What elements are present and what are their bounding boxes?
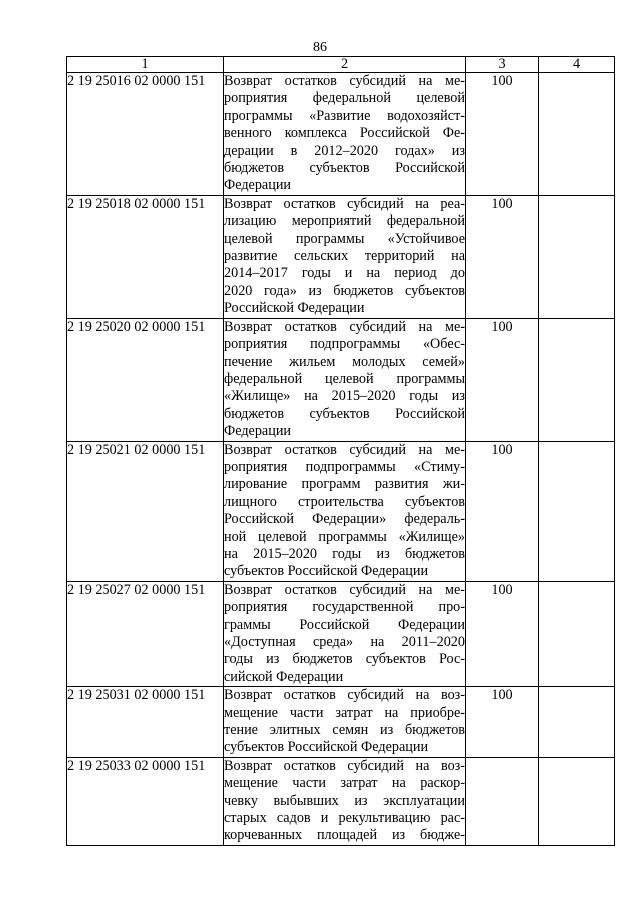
description-line: лирование программ развития жи-: [224, 476, 465, 493]
description-line: роприятия подпрограммы «Обес-: [224, 336, 465, 353]
norm-value: 100: [466, 318, 539, 441]
description-line: сийской Федерации: [224, 668, 344, 685]
description-line: граммы Российской Федерации: [224, 616, 465, 633]
budget-code: 2 19 25018 02 0000 151: [67, 195, 224, 318]
column-4-cell: [539, 73, 615, 196]
description-line: 2014–2017 годы и на период до: [224, 265, 465, 282]
income-description: [224, 581, 466, 686]
description-line: роприятия федеральной целевой: [224, 90, 465, 107]
page-number: 86: [313, 40, 327, 55]
norm-value: 100: [466, 441, 539, 581]
description-line: чевку выбывших из эксплуатации: [224, 792, 465, 809]
description-line: Федерации: [224, 423, 292, 440]
budget-classification-table: [66, 56, 615, 846]
description-line: лищного строительства субъектов: [224, 493, 465, 510]
description-line: Возврат остатков субсидий на воз-: [224, 757, 465, 774]
column-4-cell: [539, 687, 615, 758]
description-line: печение жильем молодых семей»: [224, 353, 465, 370]
description-line: на 2015–2020 годы из бюджетов: [224, 545, 465, 562]
description-line: Возврат остатков субсидий на реа-: [224, 195, 465, 212]
description-line: мещение части затрат на раскор-: [224, 775, 465, 792]
description-line: дерации в 2012–2020 годах» из: [224, 142, 465, 159]
income-description: [224, 318, 466, 441]
description-line: венного комплекса Российской Фе-: [224, 125, 465, 142]
income-description: [224, 687, 466, 758]
column-header-3: 3: [466, 57, 539, 73]
description-line: Возврат остатков субсидий на ме-: [224, 441, 465, 458]
description-line: субъектов Российской Федерации: [224, 739, 429, 756]
column-4-cell: [539, 195, 615, 318]
description-line: роприятия государственной про-: [224, 599, 465, 616]
description-line: корчеванных площадей из бюдже-: [224, 827, 465, 844]
description-line: старых садов и рекультивацию рас-: [224, 810, 465, 827]
table-row: [67, 73, 615, 196]
budget-code: 2 19 25033 02 0000 151: [67, 757, 224, 845]
column-4-cell: [539, 441, 615, 581]
norm-value: 100: [466, 73, 539, 196]
column-4-cell: [539, 318, 615, 441]
income-description: [224, 73, 466, 196]
table-row: [67, 318, 615, 441]
column-4-cell: [539, 581, 615, 686]
budget-code: 2 19 25031 02 0000 151: [67, 687, 224, 758]
table-row: [67, 441, 615, 581]
description-line: Возврат остатков субсидий на воз-: [224, 687, 465, 704]
column-header-1: 1: [67, 57, 224, 73]
table-row: [67, 581, 615, 686]
description-line: роприятия подпрограммы «Стиму-: [224, 458, 465, 475]
table-row: [67, 687, 615, 758]
description-line: годы из бюджетов субъектов Рос-: [224, 651, 465, 668]
table-row: [67, 757, 615, 845]
description-line: Возврат остатков субсидий на ме-: [224, 318, 465, 335]
income-description: [224, 757, 466, 845]
description-line: субъектов Российской Федерации: [224, 563, 429, 580]
description-line: бюджетов субъектов Российской: [224, 405, 465, 422]
description-line: Федерации: [224, 177, 292, 194]
table-row: [67, 195, 615, 318]
description-line: федеральной целевой программы: [224, 370, 465, 387]
description-line: бюджетов субъектов Российской: [224, 160, 465, 177]
description-line: Российской Федерации» федераль-: [224, 511, 465, 528]
description-line: 2020 года» из бюджетов субъектов: [224, 282, 465, 299]
norm-value: [466, 757, 539, 845]
norm-value: 100: [466, 581, 539, 686]
column-header-2: 2: [224, 57, 466, 73]
description-line: Возврат остатков субсидий на ме-: [224, 581, 465, 598]
description-line: целевой программы «Устойчивое: [224, 230, 465, 247]
description-line: программы «Развитие водохозяйст-: [224, 107, 465, 124]
column-4-cell: [539, 757, 615, 845]
budget-code: 2 19 25020 02 0000 151: [67, 318, 224, 441]
description-line: ной целевой программы «Жилище»: [224, 528, 465, 545]
budget-code: 2 19 25027 02 0000 151: [67, 581, 224, 686]
description-line: Возврат остатков субсидий на ме-: [224, 73, 465, 89]
description-line: развитие сельских территорий на: [224, 248, 465, 265]
description-line: Российской Федерации: [224, 300, 365, 317]
description-line: мещение части затрат на приобре-: [224, 704, 465, 721]
description-line: «Жилище» на 2015–2020 годы из: [224, 388, 465, 405]
income-description: [224, 441, 466, 581]
norm-value: 100: [466, 195, 539, 318]
income-description: [224, 195, 466, 318]
table-body: [67, 73, 615, 846]
budget-code: 2 19 25016 02 0000 151: [67, 73, 224, 196]
table-header-row: [67, 57, 615, 73]
description-line: лизацию мероприятий федеральной: [224, 213, 465, 230]
budget-code: 2 19 25021 02 0000 151: [67, 441, 224, 581]
description-line: «Доступная среда» на 2011–2020: [224, 634, 465, 650]
norm-value: 100: [466, 687, 539, 758]
description-line: тение элитных семян из бюджетов: [224, 722, 465, 739]
column-header-4: 4: [539, 57, 615, 73]
